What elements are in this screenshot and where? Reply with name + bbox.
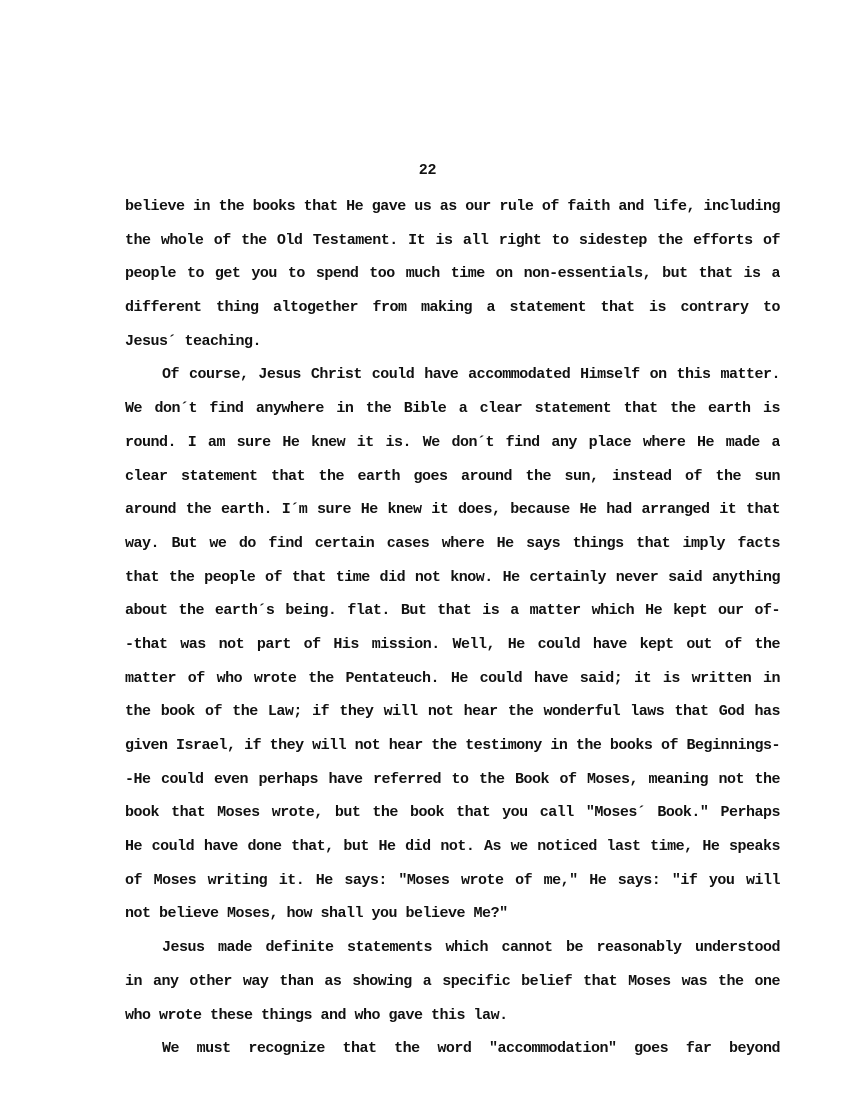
text-line: He could have done that, but He did not. As we noticed last time, He speaks bbox=[125, 838, 780, 856]
page-number: 22 bbox=[418, 162, 437, 179]
text-line: believe in the books that He gave us as our rule of faith and life, including bbox=[125, 198, 780, 215]
text-line: Jesus´ teaching. bbox=[125, 332, 262, 350]
text-line: different thing altogether from making a statement that is contrary to bbox=[125, 299, 780, 317]
text-line: We must recognize that the word "accommodation" goes far beyond bbox=[162, 1040, 780, 1058]
text-line: round. I am sure He knew it is. We don´t find any place where He made a bbox=[125, 433, 780, 451]
text-line: the book of the Law; if they will not hear the wonderful laws that God has bbox=[125, 703, 780, 721]
text-line: not believe Moses, how shall you believe Me?" bbox=[125, 905, 508, 923]
text-line: about the earth´s being. flat. But that is a matter which He kept our of- bbox=[125, 602, 780, 620]
text-line: of Moses writing it. He says: "Moses wrote of me," He says: "if you will bbox=[125, 871, 780, 889]
text-line: who wrote these things and who gave this law. bbox=[125, 1006, 508, 1024]
text-line: in any other way than as showing a specific belief that Moses was the one bbox=[125, 972, 780, 990]
text-line: -He could even perhaps have referred to the Book of Moses, meaning not the bbox=[125, 770, 780, 788]
text-line: -that was not part of His mission. Well, He could have kept out of the bbox=[125, 635, 780, 653]
text-line: book that Moses wrote, but the book that you call "Moses´ Book." Perhaps bbox=[125, 804, 780, 822]
body-text bbox=[125, 190, 780, 1066]
text-line: that the people of that time did not know. He certainly never said anything bbox=[125, 568, 780, 586]
text-line: around the earth. I´m sure He knew it does, because He had arranged it that bbox=[125, 501, 780, 519]
text-line: way. But we do find certain cases where He says things that imply facts bbox=[125, 534, 780, 552]
text-line: matter of who wrote the Pentateuch. He could have said; it is written in bbox=[125, 669, 780, 687]
text-line: Jesus made definite statements which cannot be reasonably understood bbox=[162, 939, 780, 957]
text-line: given Israel, if they will not hear the testimony in the books of Beginnings- bbox=[125, 737, 780, 754]
text-line: We don´t find anywhere in the Bible a clear statement that the earth is bbox=[125, 400, 780, 418]
text-line: the whole of the Old Testament. It is all right to sidestep the efforts of bbox=[125, 231, 780, 249]
text-line: people to get you to spend too much time on non-essentials, but that is a bbox=[125, 265, 780, 283]
text-line: clear statement that the earth goes around the sun, instead of the sun bbox=[125, 467, 780, 485]
text-line: Of course, Jesus Christ could have accommodated Himself on this matter. bbox=[162, 366, 780, 384]
